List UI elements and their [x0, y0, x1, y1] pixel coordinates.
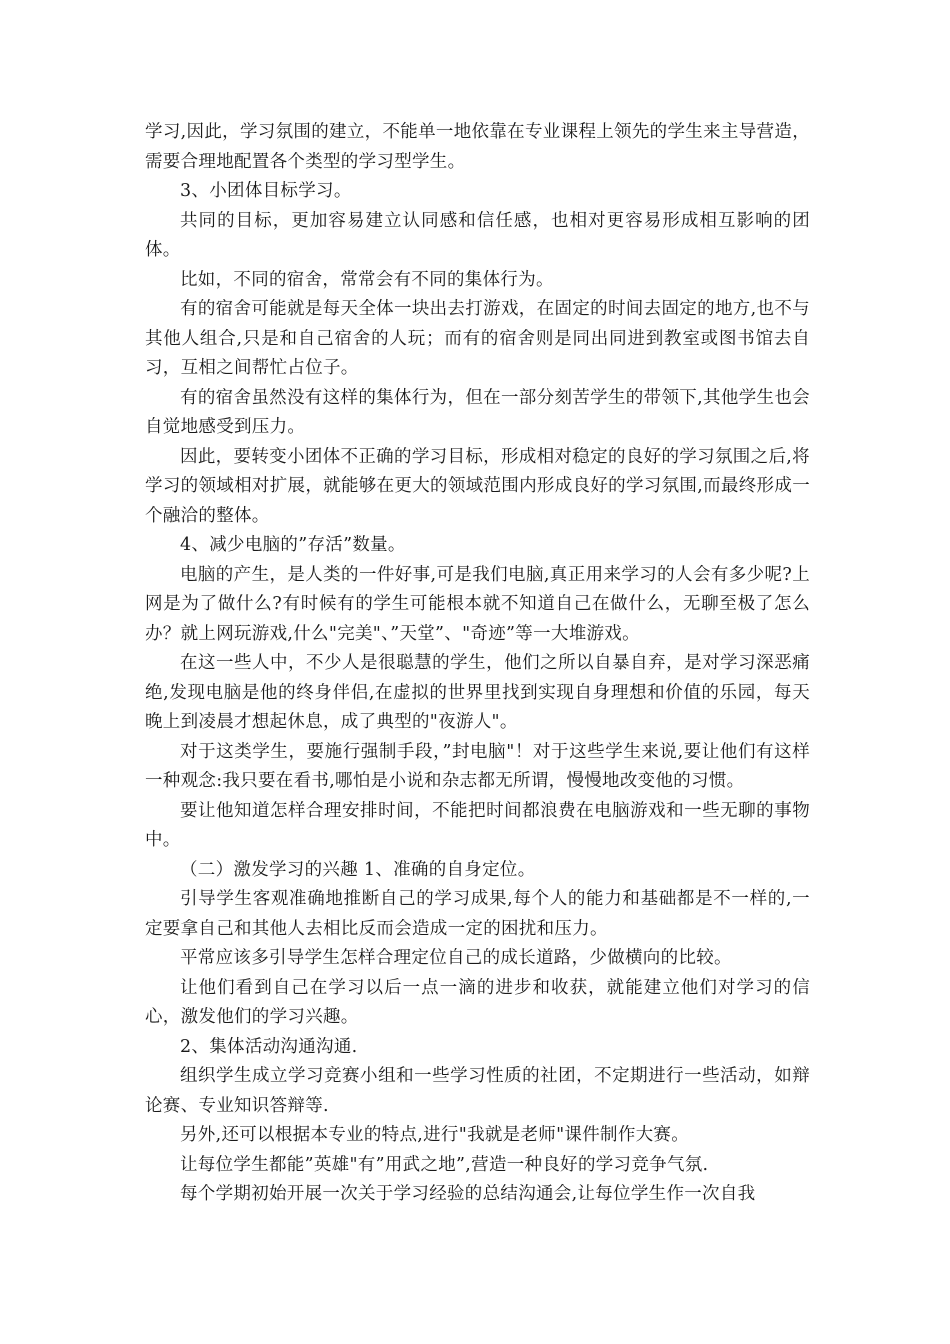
- paragraph: 每个学期初始开展一次关于学习经验的总结沟通会,让每位学生作一次自我: [180, 1184, 756, 1204]
- paragraph: 共同的目标，更加容易建立认同感和信任感，也相对更容易形成相互影响的团体。: [145, 210, 810, 260]
- section-heading: （二）激发学习的兴趣 1、准确的自身定位。: [180, 859, 536, 880]
- paragraph: 有的宿舍可能就是每天全体一块出去打游戏，在固定的时间去固定的地方,也不与其他人组合,只是和自己宿舍的人玩；而有的宿舍则是同出同进到教室或图书馆去自习，互相之间帮忙占位子。: [145, 299, 810, 378]
- document-body: [145, 118, 810, 1210]
- section-heading: 4、减少电脑的”存活”数量。: [180, 535, 406, 555]
- paragraph: 让他们看到自己在学习以后一点一滴的进步和收获，就能建立他们对学习的信心，激发他们的学习兴趣。: [145, 977, 810, 1027]
- paragraph: 要让他知道怎样合理安排时间，不能把时间都浪费在电脑游戏和一些无聊的事物中。: [145, 800, 810, 850]
- paragraph: 另外,还可以根据本专业的特点,进行"我就是老师"课件制作大赛。: [180, 1125, 690, 1145]
- paragraph: 平常应该多引导学生怎样合理定位自己的成长道路，少做横向的比较。: [180, 948, 732, 968]
- paragraph: 对于这类学生，要施行强制手段，”封电脑"！对于这些学生来说,要让他们有这样一种观念:我只要在看书,哪怕是小说和杂志都无所谓，慢慢地改变他的习惯。: [145, 741, 810, 791]
- paragraph: 有的宿舍虽然没有这样的集体行为，但在一部分刻苦学生的带领下,其他学生也会自觉地感受到压力。: [145, 387, 810, 437]
- paragraph: 因此，要转变小团体不正确的学习目标，形成相对稳定的良好的学习氛围之后,将学习的领域相对扩展，就能够在更大的领域范围内形成良好的学习氛围,而最终形成一个融洽的整体。: [145, 446, 810, 526]
- paragraph: 学习,因此，学习氛围的建立，不能单一地依靠在专业课程上领先的学生来主导营造，需要合理地配置各个类型的学习型学生。: [145, 122, 810, 172]
- paragraph: 在这一些人中，不少人是很聪慧的学生，他们之所以自暴自弃，是对学习深恶痛绝,发现电脑是他的终身伴侣,在虚拟的世界里找到实现自身理想和价值的乐园，每天晚上到凌晨才想起休息，成了典型的"夜游人"。: [145, 653, 810, 732]
- paragraph: 组织学生成立学习竞赛小组和一些学习性质的社团，不定期进行一些活动，如辩论赛、专业知识答辩等.: [145, 1066, 810, 1116]
- paragraph: 引导学生客观准确地推断自己的学习成果,每个人的能力和基础都是不一样的,一定要拿自己和其他人去相比反而会造成一定的困扰和压力。: [145, 889, 810, 939]
- section-heading: 2、集体活动沟通沟通.: [180, 1036, 358, 1057]
- paragraph: 让每位学生都能”英雄"有”用武之地”,营造一种良好的学习竞争气氛.: [180, 1154, 709, 1175]
- paragraph: 电脑的产生，是人类的一件好事,可是我们电脑,真正用来学习的人会有多少呢?上网是为了做什么?有时候有的学生可能根本就不知道自己在做什么，无聊至极了怎么办？就上网玩游戏,什么"完美"、”天堂”、"奇迹”等一大堆游戏。: [145, 564, 810, 644]
- paragraph: 比如，不同的宿舍，常常会有不同的集体行为。: [180, 269, 554, 290]
- section-heading: 3、小团体目标学习。: [180, 181, 352, 201]
